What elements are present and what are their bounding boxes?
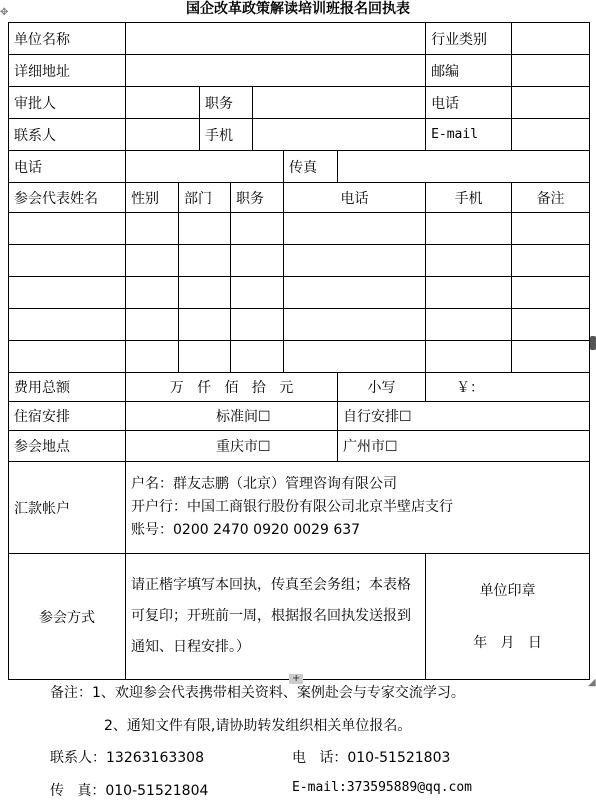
row-unit [9, 23, 590, 55]
postcode-field[interactable] [512, 55, 590, 87]
registration-form-table [8, 22, 590, 680]
position-cell[interactable] [231, 245, 284, 277]
remarks-cell[interactable] [512, 309, 590, 341]
phone-cell[interactable] [284, 309, 426, 341]
table-resize-handle-icon[interactable]: ◢ [588, 677, 596, 688]
remit-details [126, 462, 590, 554]
phone2-field[interactable] [126, 151, 284, 183]
position-label: 职务 [200, 87, 253, 119]
attendee-row [9, 213, 590, 245]
fee-label: 费用总额 [9, 373, 126, 402]
add-row-icon[interactable]: + [289, 674, 303, 684]
approver-field[interactable] [126, 87, 200, 119]
seal-label: 单位印章 [479, 582, 536, 599]
department-cell[interactable] [179, 341, 231, 373]
row-address [9, 55, 590, 87]
seal-cell [426, 554, 590, 680]
contact-phone: 电 话：010-51521803 [292, 750, 451, 766]
seal-date: 年 月 日 [473, 634, 542, 651]
address-label: 详细地址 [9, 55, 126, 87]
phone-label: 电话 [426, 87, 512, 119]
contact-email: E-mail:373595889@qq.com [292, 780, 473, 795]
method-text: 请正楷字填写本回执，传真至会务组；本表格可复印；开班前一周，根据报名回执发送报到通知、日程安排。） [126, 554, 426, 680]
note-1: 备注：1、欢迎参会代表携带相关资料、案例赴会与专家交流学习。 [50, 685, 465, 701]
lodging-row [9, 402, 590, 431]
contact-person: 联系人：13263163308 [50, 750, 204, 766]
position-cell[interactable] [231, 277, 284, 309]
mobile-cell[interactable] [426, 277, 512, 309]
attendee-header-row [9, 183, 590, 213]
attendee-name-cell[interactable] [9, 277, 126, 309]
gender-header: 性别 [126, 183, 179, 213]
column-resize-handle-icon[interactable] [590, 336, 596, 350]
gender-cell[interactable] [126, 309, 179, 341]
position-field[interactable] [253, 87, 426, 119]
email-label: E-mail [426, 119, 512, 151]
department-header: 部门 [179, 183, 231, 213]
account-number: 账号：0200 2470 0920 0029 637 [131, 522, 361, 538]
table-move-handle-icon[interactable]: ✥ [0, 7, 9, 18]
industry-field[interactable] [512, 23, 590, 55]
attendee-name-cell[interactable] [9, 309, 126, 341]
attendee-row [9, 309, 590, 341]
venue-label: 参会地点 [9, 431, 126, 462]
phone2-label: 电话 [9, 151, 126, 183]
email-field[interactable] [512, 119, 590, 151]
remarks-header: 备注 [512, 183, 590, 213]
phone-cell[interactable] [284, 277, 426, 309]
mobile-header: 手机 [426, 183, 512, 213]
account-name: 户名：群友志鹏（北京）管理咨询有限公司 [131, 476, 397, 492]
mobile-cell[interactable] [426, 245, 512, 277]
remarks-cell[interactable] [512, 277, 590, 309]
fee-units[interactable]: 万 仟 佰 拾 元 [126, 373, 338, 402]
gender-cell[interactable] [126, 245, 179, 277]
gender-cell[interactable] [126, 277, 179, 309]
venue-guangzhou-option[interactable]: 广州市☐ [338, 431, 590, 462]
remit-label: 汇款帐户 [9, 462, 126, 554]
account-bank: 开户行：中国工商银行股份有限公司北京半壁店支行 [131, 499, 453, 515]
phone-header: 电话 [284, 183, 426, 213]
phone-cell[interactable] [284, 213, 426, 245]
phone-cell[interactable] [284, 245, 426, 277]
department-cell[interactable] [179, 213, 231, 245]
attendee-name-header: 参会代表姓名 [9, 183, 126, 213]
form-title: 国企改革政策解读培训班报名回执表 [186, 1, 410, 17]
fax-label: 传真 [284, 151, 338, 183]
lodging-label: 住宿安排 [9, 402, 126, 431]
method-row [9, 554, 590, 680]
department-cell[interactable] [179, 277, 231, 309]
contact-field[interactable] [126, 119, 200, 151]
fax-field[interactable] [338, 151, 590, 183]
postcode-label: 邮编 [426, 55, 512, 87]
phone-field[interactable] [512, 87, 590, 119]
attendee-name-cell[interactable] [9, 341, 126, 373]
mobile-cell[interactable] [426, 309, 512, 341]
gender-cell[interactable] [126, 341, 179, 373]
department-cell[interactable] [179, 309, 231, 341]
remarks-cell[interactable] [512, 341, 590, 373]
attendee-row [9, 277, 590, 309]
contact-fax: 传 真：010-51521804 [50, 783, 209, 799]
yen-field[interactable]: ￥： [426, 373, 590, 402]
position-cell[interactable] [231, 341, 284, 373]
mobile-label: 手机 [200, 119, 253, 151]
row-contact [9, 119, 590, 151]
position-header: 职务 [231, 183, 284, 213]
phone-cell[interactable] [284, 341, 426, 373]
row-approver [9, 87, 590, 119]
position-cell[interactable] [231, 309, 284, 341]
address-field[interactable] [126, 55, 426, 87]
mobile-cell[interactable] [426, 213, 512, 245]
unit-name-label: 单位名称 [9, 23, 126, 55]
lodging-self-option[interactable]: 自行安排☐ [338, 402, 590, 431]
attendee-name-cell[interactable] [9, 213, 126, 245]
venue-row [9, 431, 590, 462]
approver-label: 审批人 [9, 87, 126, 119]
remit-row [9, 462, 590, 554]
lodging-standard-option[interactable]: 标准间☐ [126, 402, 338, 431]
industry-label: 行业类别 [426, 23, 512, 55]
remarks-cell[interactable] [512, 213, 590, 245]
mobile-cell[interactable] [426, 341, 512, 373]
mobile-field[interactable] [253, 119, 426, 151]
department-cell[interactable] [179, 245, 231, 277]
attendee-name-cell[interactable] [9, 245, 126, 277]
unit-name-field[interactable] [126, 23, 426, 55]
venue-chongqing-option[interactable]: 重庆市☐ [126, 431, 338, 462]
remarks-cell[interactable] [512, 245, 590, 277]
note-2: 2、通知文件有限,请协助转发组织相关单位报名。 [104, 718, 412, 734]
gender-cell[interactable] [126, 213, 179, 245]
position-cell[interactable] [231, 213, 284, 245]
attendee-row [9, 341, 590, 373]
attendee-row [9, 245, 590, 277]
fee-row [9, 373, 590, 402]
contact-label: 联系人 [9, 119, 126, 151]
row-phone-fax [9, 151, 590, 183]
method-label: 参会方式 [9, 554, 126, 680]
lowercase-label: 小写 [338, 373, 426, 402]
